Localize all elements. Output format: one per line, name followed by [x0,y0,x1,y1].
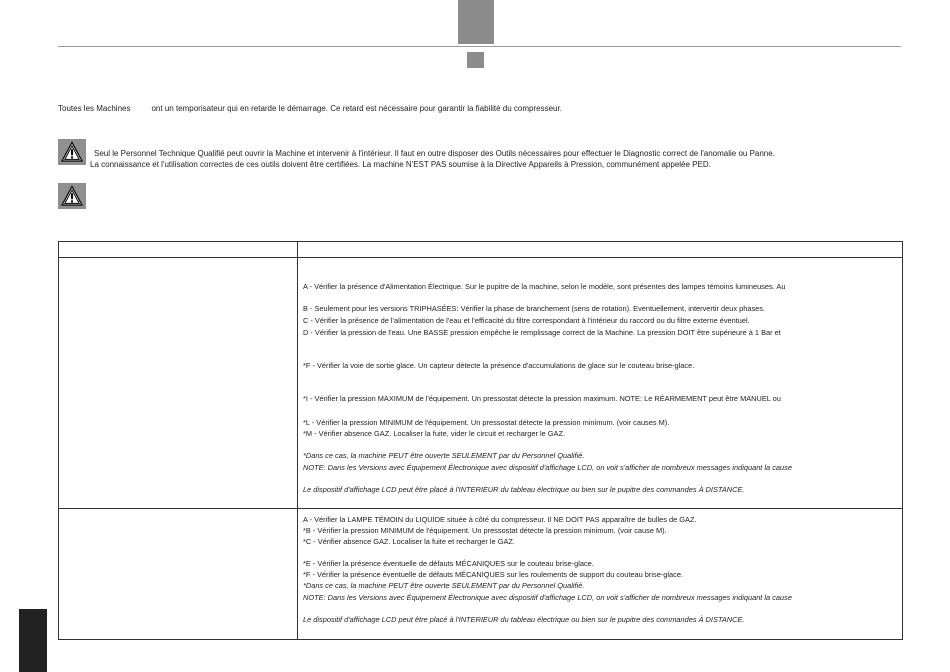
note-line: *Dans ce cas, la machine PEUT être ouverte SEULEMENT par du Personnel Qualifié. [303,451,585,460]
check-item: B - Seulement pour les versions TRIPHASÉES: Vérifier la phase de branchement (sens de rotation). Eventuellement, intervertir deux phases. [303,304,766,313]
table-header-row [59,242,903,258]
note-line: *Dans ce cas, la machine PEUT être ouverte SEULEMENT par du Personnel Qualifié. [303,581,585,590]
header-cell-problem [59,242,298,258]
note-line: NOTE: Dans les Versions avec Équipement Électronique avec dispositif d'affichage LCD, on voit s'afficher de nombreux messages indiquant la cause [303,463,792,472]
problem-cell [59,258,298,509]
problem-cell [59,509,298,640]
check-item: *F - Vérifier la présence éventuelle de défauts MÉCANIQUES sur les roulements de support du couteau brise-glace. [303,570,683,579]
table-row [59,258,903,509]
check-item: *I - Vérifier la pression MAXIMUM de l'équipement. Un pressostat détecte la pression maximum. NOTE: Le RÉARMEMENT peut être MANUEL ou [303,394,781,403]
solution-cell [298,509,903,640]
check-item: A - Vérifier la présence d'Alimentation Électrique. Sur le pupitre de la machine, selon le modèle, sont présentes des lampes témoins lumineuses. Au [303,282,786,291]
warning-line-1: Seul le Personnel Technique Qualifié peut ouvrir la Machine et intervenir à l'intérieur. Il faut en outre disposer des Outils nécessaires pour effectuer le Diagnostic correct de l'anomalie ou Panne. [94,149,775,158]
check-item: *E - Vérifier la présence éventuelle de défauts MÉCANIQUES sur le couteau brise-glace. [303,559,594,568]
check-item: D - Vérifier la pression de l'eau. Une BASSE pression empêche le remplissage correct de la Machine. La pression DOIT être supérieure à 1 Bar et [303,328,781,337]
check-item: C - Vérifier la présence de l'alimentation de l'eau et l'efficacité du filtre correspondant à l'intérieur du raccord ou du filtre externe éventuel. [303,316,750,325]
check-item: A - Vérifier la LAMPE TÉMOIN du LIQUIDE située à côté du compresseur. Il NE DOIT PAS apparaître de bulles de GAZ. [303,515,697,524]
warning-triangle-icon [58,183,86,209]
header-cell-solution [298,242,903,258]
check-item: *C - Vérifier absence GAZ. Localiser la fuite et recharger le GAZ. [303,537,515,546]
check-item: *F - Vérifier la voie de sortie glace. Un capteur détecte la présence d'accumulations de glace sur le couteau brise-glace. [303,361,695,370]
intro-after: ont un temporisateur qui en retarde le démarrage. Ce retard est nécessaire pour garantir la fiabilité du compresseur. [151,104,562,113]
diagnostic-table [58,241,903,640]
solution-cell [298,258,903,509]
note-line: Le dispositif d'affichage LCD peut être placé à l'INTERIEUR du tableau électrique ou bien sur le pupitre des commandes À DISTANCE. [303,615,745,624]
note-line: NOTE: Dans les Versions avec Équipement Électronique avec dispositif d'affichage LCD, on voit s'afficher de nombreux messages indiquant la cause [303,593,792,602]
intro-before: Toutes les Machines [58,104,131,113]
warning-triangle-icon [58,139,86,165]
check-item: *L - Vérifier la pression MINIMUM de l'équipement. Un pressostat détecte la pression minimum. (voir causes M). [303,418,670,427]
page-header-tab [458,0,494,44]
note-line: Le dispositif d'affichage LCD peut être placé à l'INTERIEUR du tableau électrique ou bien sur le pupitre des commandes À DISTANCE. [303,485,745,494]
header-rule [58,46,901,47]
section-marker [467,52,484,68]
warning-text [90,148,775,170]
warning-line-2: La connaissance et l'utilisation correctes de ces outils doivent être certifiées. La machine N'EST PAS soumise à la Directive Appareils à Pression, communément appelée PED. [90,160,711,169]
intro-paragraph [58,104,562,113]
check-item: *B - Vérifier la pression MINIMUM de l'équipement. Un pressostat détecte la pression minimum. (voir cause M). [303,526,667,535]
page-corner-tab [19,609,47,672]
table-row [59,509,903,640]
check-item: *M - Vérifier absence GAZ. Localiser la fuite, vider le circuit et recharger le GAZ. [303,429,566,438]
